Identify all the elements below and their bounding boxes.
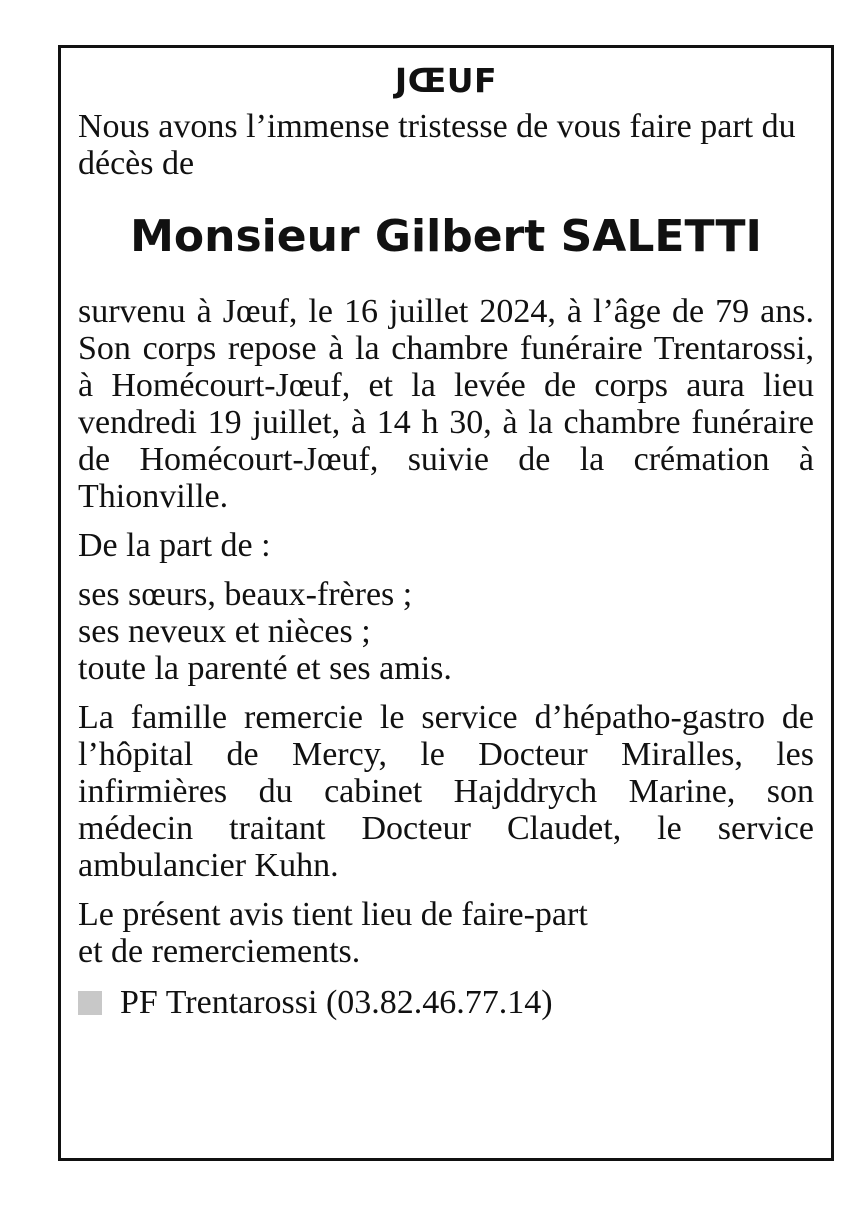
thanks-text: La famille remercie le service d’hépatho-gastro de l’hôpital de Mercy, le Docteur Miralles, les infirmières du cabinet Hajddrych Marine, son médecin traitant Docteur Claudet, le service ambulancier Kuhn.: [78, 699, 814, 884]
from-label: De la part de :: [78, 527, 271, 564]
details-text: survenu à Jœuf, le 16 juillet 2024, à l’âge de 79 ans. Son corps repose à la chambre funéraire Trentarossi, à Homécourt-Jœuf, et la levée de corps aura lieu vendredi 19 juillet, à 14 h 30, à la chambre funéraire de Homécourt-Jœuf, suivie de la crémation à Thionville.: [78, 293, 814, 515]
funeral-home-contact: [78, 984, 814, 1021]
square-bullet-icon: [78, 991, 102, 1015]
family-list: [78, 576, 814, 687]
deceased-name: Monsieur Gilbert SALETTI: [130, 211, 762, 262]
notice-line: et de remerciements.: [78, 933, 361, 970]
family-item: toute la parenté et ses amis.: [78, 650, 452, 687]
intro-text: Nous avons l’immense tristesse de vous faire part du décès de: [78, 108, 796, 182]
town-heading: JŒUF: [394, 61, 498, 100]
family-item: ses neveux et nièces ;: [78, 613, 371, 650]
notice-line: Le présent avis tient lieu de faire-part: [78, 896, 588, 933]
contact-text: PF Trentarossi (03.82.46.77.14): [120, 984, 553, 1021]
notice-statement: [78, 896, 814, 970]
obituary-notice: [58, 45, 834, 1161]
family-item: ses sœurs, beaux-frères ;: [78, 576, 413, 613]
